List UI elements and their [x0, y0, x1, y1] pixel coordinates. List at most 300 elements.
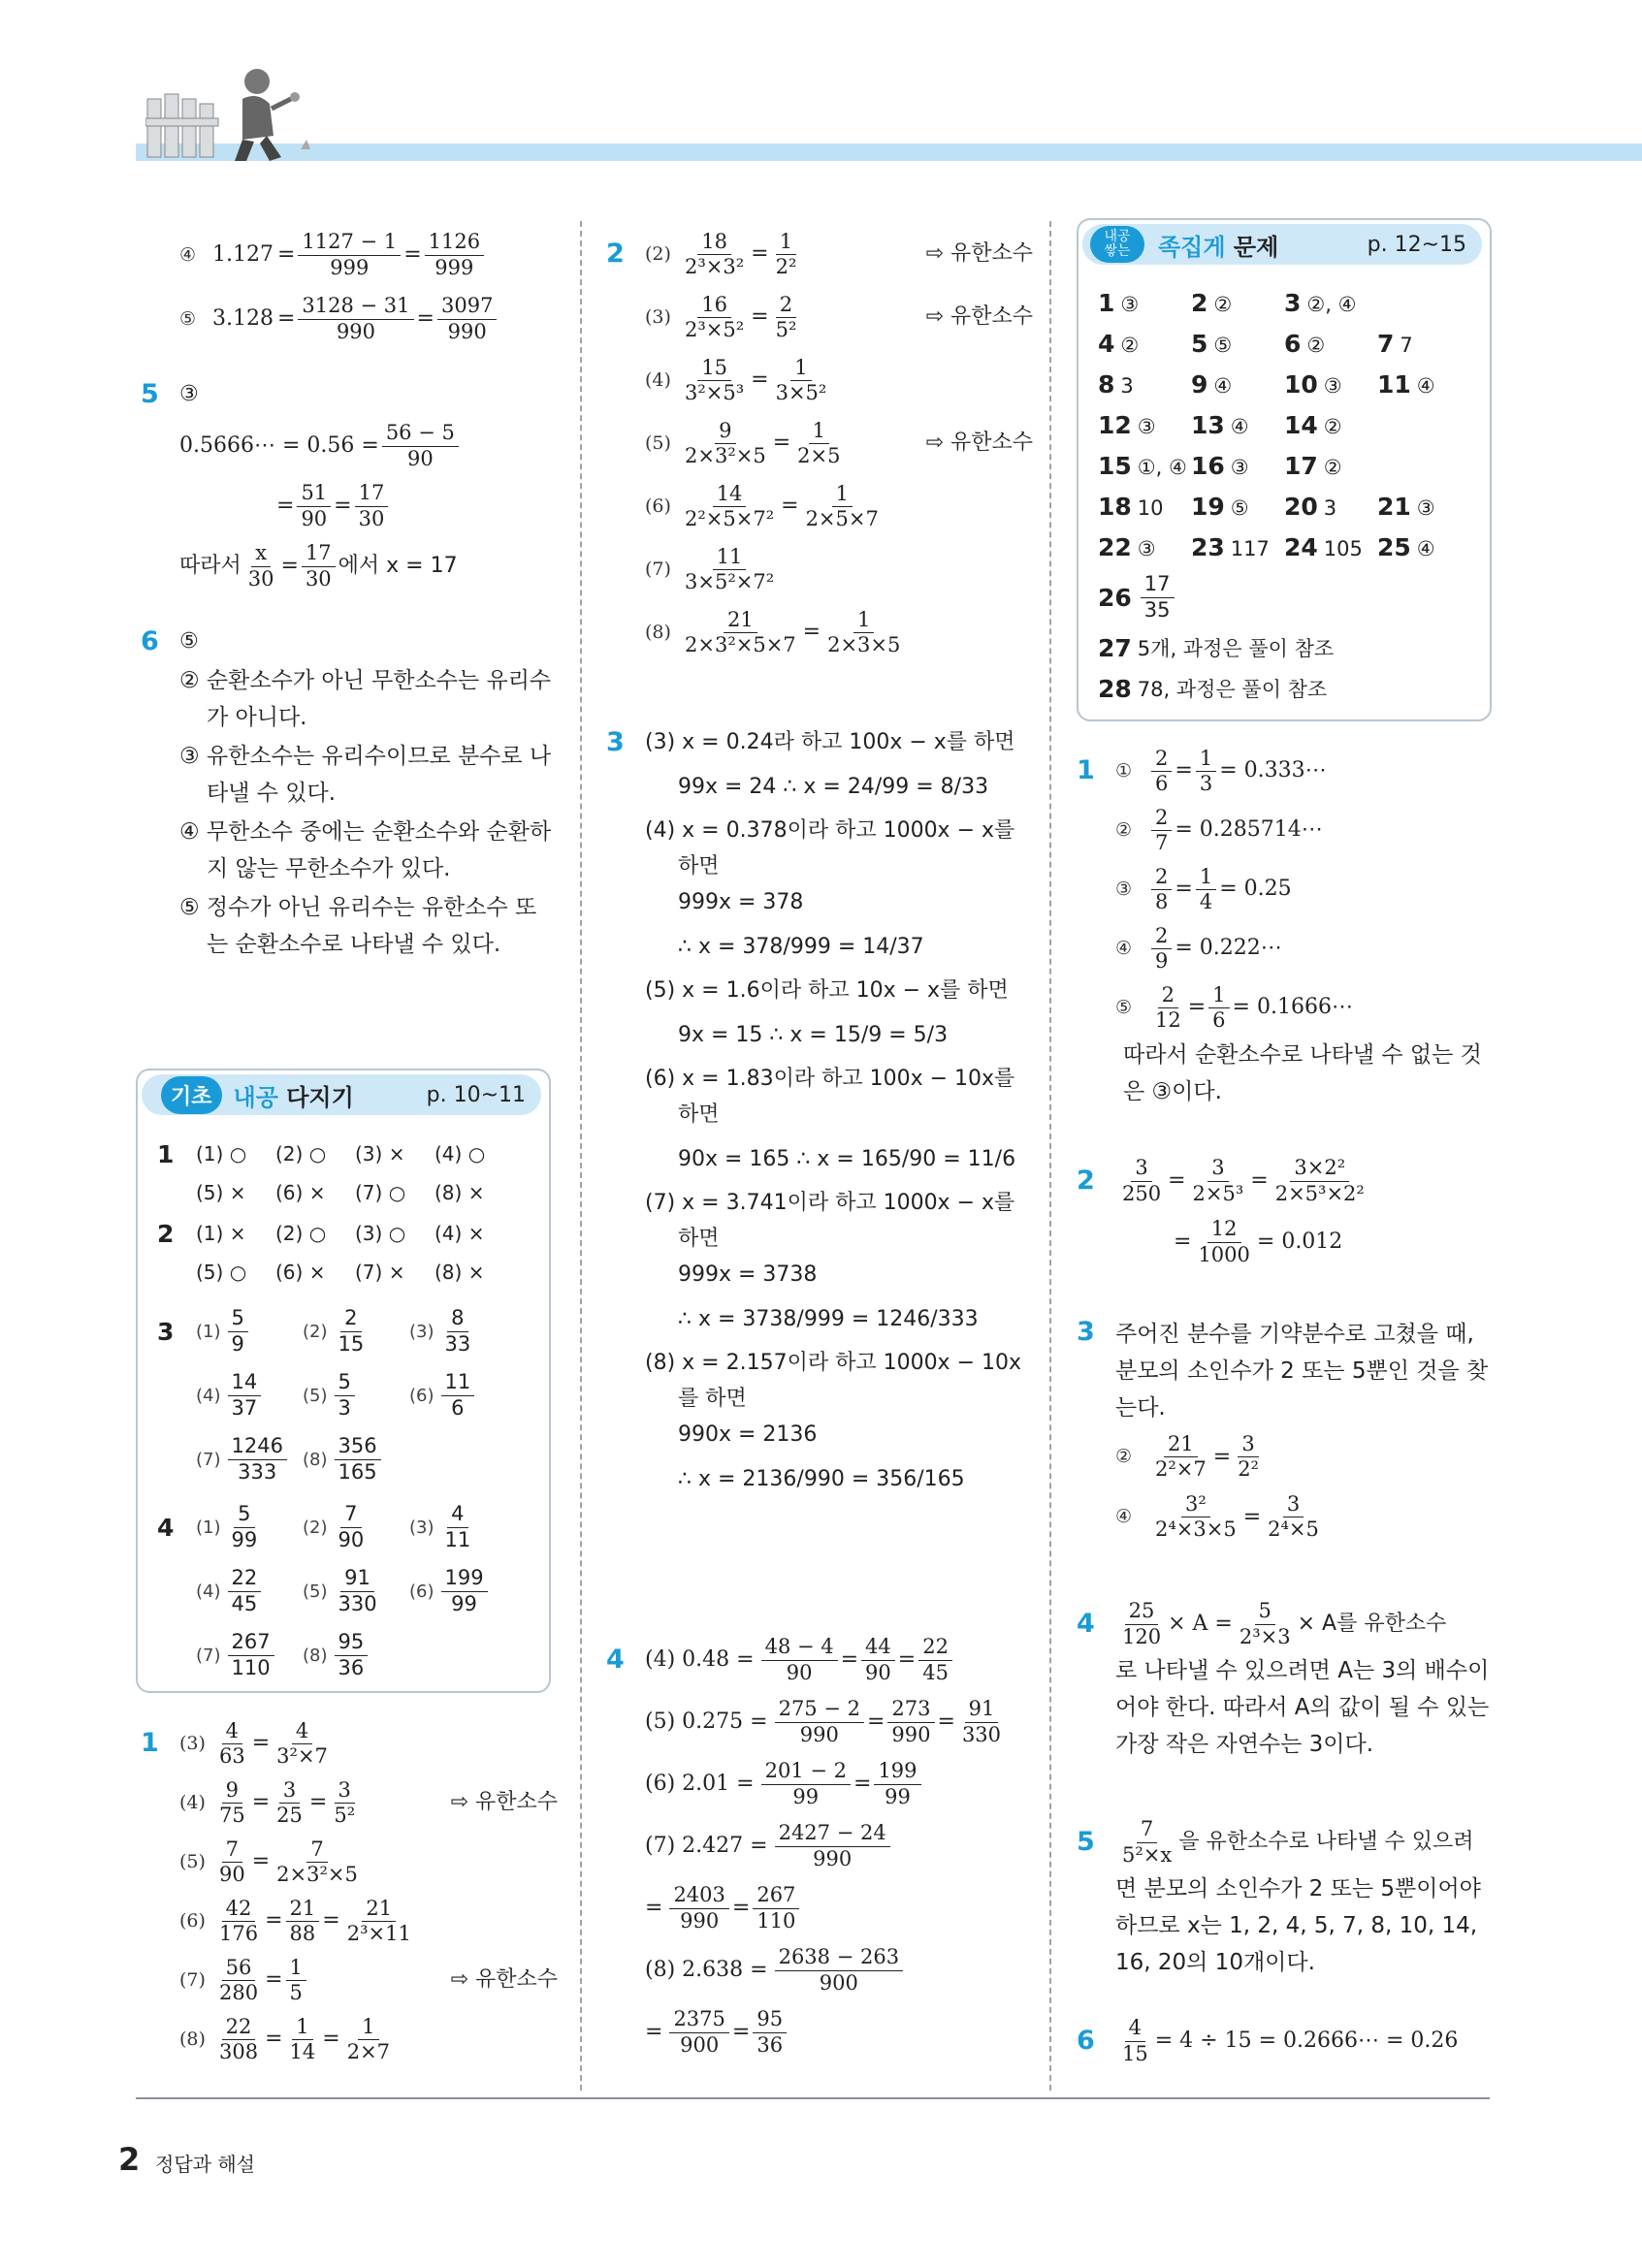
denominator: 15 — [1122, 2041, 1148, 2065]
numerator: 9 — [222, 1779, 242, 1804]
answer-value: ③ — [1230, 455, 1249, 479]
fraction — [775, 1946, 903, 1994]
answer-cell — [303, 1435, 409, 1483]
numerator: 21 — [362, 1898, 396, 1922]
numerator: 4 — [1125, 2017, 1145, 2041]
result-value: = 0.333⋯ — [1219, 758, 1327, 783]
denominator: 250 — [1122, 1181, 1162, 1205]
denominator: 5 — [289, 1981, 303, 2004]
numerator: 1 — [832, 483, 853, 507]
item-label: (7) — [645, 559, 671, 581]
line — [1077, 742, 1494, 801]
col1-question-6 — [141, 621, 558, 966]
line — [1077, 1595, 1494, 1653]
line — [179, 536, 558, 596]
conclusion: 따라서 순환소수로 나타낼 수 없는 것은 ③이다. — [1123, 1042, 1482, 1104]
result-value: = 0.012 — [1256, 1229, 1343, 1254]
denominator: 990 — [336, 319, 376, 343]
answer-cell — [1284, 289, 1430, 317]
line — [1115, 1487, 1494, 1548]
numerator: 21 — [1164, 1433, 1198, 1457]
fraction — [1196, 748, 1216, 795]
numerator: 22 — [228, 1567, 262, 1591]
numerator: 1 — [1196, 748, 1216, 772]
answer-value: ③ — [1137, 414, 1156, 438]
item-label: (6) — [179, 1910, 206, 1933]
equals-sign: = — [403, 241, 422, 267]
line — [606, 223, 1033, 286]
denominator: 90 — [338, 1527, 365, 1551]
question-number: 5 — [141, 378, 159, 409]
expression: = — [645, 2019, 663, 2044]
equals-sign: = — [802, 620, 821, 645]
answer-row — [157, 1363, 535, 1427]
item-label: ④ — [179, 243, 197, 266]
numerator: 2 — [1151, 866, 1172, 890]
line — [645, 885, 1033, 921]
equals-sign: = — [1175, 758, 1193, 783]
fraction — [761, 1636, 838, 1683]
line — [141, 373, 558, 416]
numerator: 1246 — [228, 1435, 287, 1459]
equals-sign: = — [897, 1646, 917, 1672]
answer-value: ③ — [1120, 292, 1140, 316]
solution-line: 990x = 2136 — [678, 1422, 818, 1448]
numerator: 1 — [1196, 866, 1216, 890]
answer-cell: (1) ○ — [196, 1142, 247, 1166]
denominator: 3²×5³ — [685, 381, 745, 404]
spacer — [157, 1292, 535, 1299]
item-label: ④ — [1115, 938, 1133, 960]
item-label: (8) — [303, 1449, 328, 1470]
answer-cell: (4) ○ — [435, 1142, 486, 1166]
line — [179, 416, 558, 476]
line — [645, 1009, 1033, 1062]
answer-value: ③ — [1416, 495, 1435, 520]
equals-sign: = — [781, 494, 799, 519]
fraction — [753, 1884, 799, 1932]
solution-line: ∴ x = 2136/990 = 356/165 — [678, 1466, 965, 1491]
result-value: = 0.1666⋯ — [1232, 995, 1353, 1020]
solution-line: 99x = 24 ∴ x = 24/99 = 8/33 — [678, 774, 989, 799]
numerator: 7 — [222, 1838, 242, 1863]
denominator: 120 — [1122, 1624, 1162, 1648]
numerator: x — [251, 542, 271, 566]
answer-number: 16 — [1191, 451, 1225, 480]
denominator: 35 — [1143, 597, 1171, 622]
fraction — [335, 1567, 381, 1614]
gardener-illustration — [145, 60, 320, 167]
answer-number: 20 — [1284, 492, 1318, 521]
answer-row — [1098, 527, 1476, 567]
line — [645, 475, 1033, 538]
numerator: 14 — [228, 1371, 262, 1395]
denominator: 990 — [891, 1722, 931, 1746]
answer-cell: (2) ○ — [275, 1222, 327, 1245]
fraction — [297, 482, 331, 529]
answer-cell — [1098, 370, 1191, 399]
decimal-value: 3.128 — [212, 305, 274, 331]
line — [1115, 801, 1494, 860]
denominator: 2³×3² — [685, 255, 745, 278]
numerator: 3 — [1131, 1157, 1151, 1181]
denominator: 2×7 — [346, 2040, 391, 2063]
line — [645, 849, 1033, 885]
line — [179, 223, 558, 287]
numerator: 1 — [292, 2016, 312, 2040]
item-label: (8) — [179, 2028, 206, 2051]
numerator: 14 — [713, 483, 747, 507]
denominator: 6 — [1155, 772, 1169, 795]
line — [1115, 860, 1494, 919]
expression: (5) 0.275 = — [645, 1709, 768, 1734]
equals-sign: = — [1250, 1167, 1269, 1193]
denominator: 6 — [451, 1395, 465, 1420]
answer-value: ② — [1306, 333, 1326, 357]
line — [645, 1062, 1033, 1098]
answer-cell: (8) × — [435, 1181, 485, 1204]
denominator: 90 — [865, 1660, 891, 1684]
line — [645, 286, 1033, 349]
column-divider-1 — [580, 221, 582, 2091]
denominator: 90 — [406, 446, 434, 470]
equals-sign: = — [731, 1895, 751, 1920]
denominator: 5² — [775, 318, 797, 341]
box-title-highlight: 내공 — [233, 1083, 278, 1111]
equals-sign: = — [265, 1967, 283, 1993]
denominator: 45 — [231, 1591, 258, 1615]
fraction — [335, 1307, 369, 1355]
numerator: 8 — [447, 1307, 467, 1331]
solution-line: 90x = 165 ∴ x = 165/90 = 11/6 — [678, 1146, 1016, 1171]
fraction — [382, 422, 459, 469]
line — [645, 2001, 1033, 2063]
denominator: 12 — [1155, 1008, 1181, 1032]
numerator: 7 — [306, 1838, 327, 1863]
expression: (8) 2.638 = — [645, 1957, 768, 1982]
denominator: 900 — [680, 2032, 720, 2057]
fraction — [215, 1957, 262, 2004]
fraction — [681, 420, 770, 467]
equals-sign: = — [276, 305, 296, 331]
numerator: 3 — [279, 1779, 300, 1804]
equals-sign: = — [276, 493, 295, 518]
solution-line: 9x = 15 ∴ x = 15/9 = 5/3 — [678, 1022, 949, 1047]
answer-cell — [1098, 330, 1191, 358]
fraction — [1151, 866, 1172, 913]
fraction — [1264, 1493, 1323, 1541]
answer-cell — [1191, 493, 1284, 521]
numerator: 1 — [286, 1957, 306, 1981]
answer-value: ③ — [1323, 373, 1342, 398]
numerator: 95 — [335, 1631, 369, 1655]
line — [179, 287, 558, 351]
key-title: 문제 — [1233, 233, 1279, 261]
numerator: 91 — [965, 1698, 999, 1722]
denominator: 36 — [757, 2032, 784, 2057]
solution-line: 하면 — [678, 1227, 720, 1252]
fraction — [298, 295, 413, 342]
fraction — [441, 1371, 475, 1419]
denominator: 30 — [358, 506, 385, 530]
fraction — [273, 1838, 362, 1886]
finite-decimal-note: ⇨ 유한소수 — [925, 304, 1033, 330]
expression: × A = — [1168, 1611, 1233, 1636]
header-banner — [136, 144, 1642, 161]
numerator: 4 — [292, 1720, 312, 1744]
block — [1077, 1317, 1494, 1427]
answer-number: 4 — [1098, 329, 1115, 358]
numerator: 7 — [340, 1503, 361, 1527]
numerator: 2 — [1158, 984, 1178, 1008]
denominator: 330 — [961, 1722, 1002, 1746]
denominator: 11 — [444, 1527, 471, 1551]
line — [645, 1222, 1033, 1258]
answer-number: 3 — [1284, 288, 1302, 317]
explanation: 로 나타낼 수 있으려면 A는 3의 배수이어야 한다. 따라서 A의 값이 될 수 있는 가장 작은 자연수는 3이다. — [1115, 1658, 1490, 1757]
fraction — [437, 295, 497, 342]
answer-row — [1098, 486, 1476, 527]
answer-cell — [1284, 452, 1377, 480]
answer-value: 10 — [1137, 495, 1164, 520]
numerator: 3128 − 31 — [298, 295, 413, 319]
answer-cell — [196, 1435, 303, 1483]
numerator: 1 — [1208, 984, 1229, 1008]
denominator: 99 — [885, 1784, 911, 1808]
denominator: 45 — [922, 1660, 949, 1684]
denominator: 2×3²×5 — [276, 1863, 358, 1886]
col3-question-2 — [1077, 1149, 1494, 1271]
answer-cell — [1284, 370, 1377, 399]
col2-question-3 — [606, 725, 1033, 1506]
item-label: (5) — [179, 1851, 206, 1873]
numerator: 7 — [1137, 1818, 1157, 1842]
line — [645, 761, 1033, 814]
answer-value: ④ — [1416, 536, 1435, 560]
fraction — [335, 1371, 355, 1419]
fraction — [775, 1822, 890, 1869]
numerator: 267 — [228, 1631, 274, 1655]
item-label: (2) — [645, 243, 671, 266]
answer-row — [1098, 364, 1476, 404]
denominator: 9 — [231, 1331, 244, 1356]
explanation-start: 을 유한소수로 나타낼 수 있으려 — [1178, 1829, 1474, 1854]
finite-decimal-note: ⇨ 유한소수 — [925, 241, 1033, 267]
answer-cell — [409, 1567, 516, 1614]
answer-cell — [1191, 289, 1284, 317]
col3-question-6 — [1077, 2012, 1494, 2070]
denominator: 3 — [1199, 772, 1213, 795]
equals-sign: = — [1168, 1167, 1186, 1193]
denominator: 2×3²×5×7 — [685, 633, 796, 656]
answer-value: ② — [1323, 455, 1342, 479]
answer-cell: (8) × — [435, 1261, 485, 1284]
line — [645, 974, 1033, 1009]
line — [1077, 1813, 1494, 1871]
line — [645, 1186, 1033, 1222]
item-label: (8) — [303, 1645, 328, 1666]
col2-question-4 — [606, 1629, 1033, 2063]
equals-sign: = — [334, 493, 352, 518]
line — [606, 1629, 1033, 1691]
denominator: 99 — [792, 1784, 820, 1808]
answer-row — [1098, 323, 1476, 364]
denominator: 63 — [219, 1744, 245, 1768]
item-label: (4) — [196, 1385, 221, 1406]
numerator: 15 — [697, 357, 731, 381]
numerator: 51 — [297, 482, 331, 506]
fraction — [681, 231, 748, 278]
answer-cell: (2) ○ — [275, 1142, 327, 1166]
numerator: 4 — [222, 1720, 242, 1744]
numerator: 56 — [222, 1957, 256, 1981]
numerator: 17 — [1141, 573, 1175, 597]
explanation: 주어진 분수를 기약분수로 고쳤을 때, 분모의 소인수가 2 또는 5뿐인 것을 찾는다. — [1115, 1322, 1489, 1421]
numerator: 1 — [358, 2016, 378, 2040]
equals-sign: = — [866, 1709, 885, 1734]
item-label: (6) — [645, 495, 671, 518]
answer-cell: (5) ○ — [196, 1261, 247, 1284]
fraction — [343, 1898, 415, 1945]
equals-sign: = — [731, 2019, 751, 2044]
numerator: 2 — [776, 294, 796, 318]
answer-value: ③ — [1137, 536, 1156, 560]
fraction — [441, 1567, 488, 1614]
answer-value: 117 — [1230, 536, 1270, 560]
answer: ③ — [179, 381, 199, 406]
answer-value: ⑤ — [1230, 495, 1249, 520]
numerator: 2 — [1151, 807, 1172, 831]
item-label: (3) — [179, 1733, 206, 1755]
solution-line: ∴ x = 3738/999 = 1246/333 — [678, 1306, 979, 1331]
numerator: 199 — [441, 1567, 488, 1591]
numerator: 11 — [713, 546, 747, 570]
fraction — [1194, 1218, 1253, 1265]
footer-rule — [136, 2097, 1490, 2099]
col3-question-5 — [1077, 1813, 1494, 1982]
line — [645, 814, 1033, 849]
numerator: 5 — [335, 1371, 355, 1395]
equals-sign: = — [251, 1790, 271, 1815]
answer-row — [157, 1299, 535, 1363]
solution-line: 하면 — [678, 854, 720, 879]
answer-row — [157, 1623, 535, 1687]
numerator: 5 — [234, 1503, 254, 1527]
line — [645, 1382, 1033, 1418]
answer-cell — [196, 1567, 303, 1614]
answer-row — [1098, 445, 1476, 486]
answer-row — [1098, 404, 1476, 445]
box-title: 다지기 — [286, 1083, 354, 1111]
denominator: 3×5²×7² — [685, 570, 775, 593]
fraction — [441, 1503, 475, 1550]
answer-number: 14 — [1284, 410, 1318, 439]
numerator: 1 — [790, 357, 811, 381]
denominator: 999 — [435, 255, 474, 279]
fraction — [918, 1636, 952, 1683]
fraction — [958, 1698, 1005, 1745]
denominator: 2×5³×2² — [1274, 1181, 1365, 1205]
line — [645, 1098, 1033, 1134]
result-value: = 0.285714⋯ — [1175, 817, 1323, 843]
denominator: 14 — [289, 2040, 316, 2063]
line — [645, 1258, 1033, 1294]
item-label: ② — [1115, 819, 1133, 842]
answer-row — [157, 1427, 535, 1491]
numerator: 22 — [222, 2016, 256, 2040]
line — [1077, 2012, 1494, 2070]
solution-line: 하면 — [678, 1102, 720, 1128]
answer-row — [1098, 668, 1476, 709]
question-number: 1 — [1077, 755, 1095, 786]
fraction — [228, 1371, 262, 1419]
answer-number: 28 — [1098, 674, 1132, 703]
denominator: 990 — [799, 1722, 839, 1746]
expression: 0.5666⋯ = 0.56 = — [179, 432, 379, 458]
solution-line: 를 하면 — [678, 1387, 747, 1412]
numerator: 21 — [286, 1898, 320, 1922]
fraction — [228, 1567, 262, 1614]
fraction — [1118, 1818, 1175, 1866]
answer-number: 21 — [1377, 492, 1411, 521]
numerator: 267 — [753, 1884, 799, 1908]
result-value: = 0.25 — [1219, 877, 1292, 902]
line — [179, 1833, 558, 1892]
answer-cell — [303, 1307, 409, 1355]
line — [645, 349, 1033, 412]
answer-number: 1 — [157, 1139, 175, 1168]
item-label: (7) — [179, 1969, 206, 1992]
answer-number: 24 — [1284, 532, 1318, 561]
answer-cell — [1191, 370, 1284, 399]
numerator: 1 — [776, 231, 796, 255]
equals-sign: = — [308, 1790, 328, 1815]
explanation: 면 분모의 소인수가 2 또는 5뿐이어야 하므로 x는 1, 2, 4, 5, 7, 8, 10, 14, 16, 20의 10개이다. — [1115, 1876, 1481, 1975]
equals-sign: = — [251, 1849, 271, 1874]
numerator: 5 — [228, 1307, 248, 1331]
answer-number: 6 — [1284, 329, 1302, 358]
fraction — [273, 1779, 306, 1827]
answer-cell — [1098, 289, 1191, 317]
explanation-item: ④ 무한소수 중에는 순환소수와 순환하지 않는 무한소수가 있다. — [179, 818, 552, 881]
denominator: 8 — [1155, 890, 1169, 913]
denominator: 90 — [219, 1863, 245, 1886]
answer-number: 1 — [1098, 288, 1115, 317]
denominator: 3 — [338, 1395, 351, 1420]
fraction — [215, 1838, 249, 1886]
denominator: 33 — [444, 1331, 471, 1356]
equals-sign: = — [276, 241, 296, 267]
solution-line: 999x = 378 — [678, 890, 804, 915]
answer-value: 3 — [1120, 373, 1134, 398]
line — [179, 2010, 558, 2069]
answer-cell — [1098, 411, 1191, 439]
line — [645, 921, 1033, 974]
fraction — [441, 1307, 475, 1355]
answer-cell — [1191, 330, 1284, 358]
answer-cell — [409, 1307, 516, 1355]
numerator: 3 — [1238, 1433, 1258, 1457]
answer-number: 4 — [157, 1513, 175, 1542]
answer-cell: (3) ○ — [355, 1222, 406, 1245]
numerator: 1126 — [425, 231, 484, 255]
numerator: 2427 − 24 — [775, 1822, 890, 1846]
answer-cell: (4) × — [435, 1222, 485, 1245]
answer-number: 13 — [1191, 410, 1225, 439]
answer-value: ④ — [1416, 373, 1435, 398]
fraction — [244, 542, 278, 590]
denominator: 3×5² — [775, 381, 827, 404]
